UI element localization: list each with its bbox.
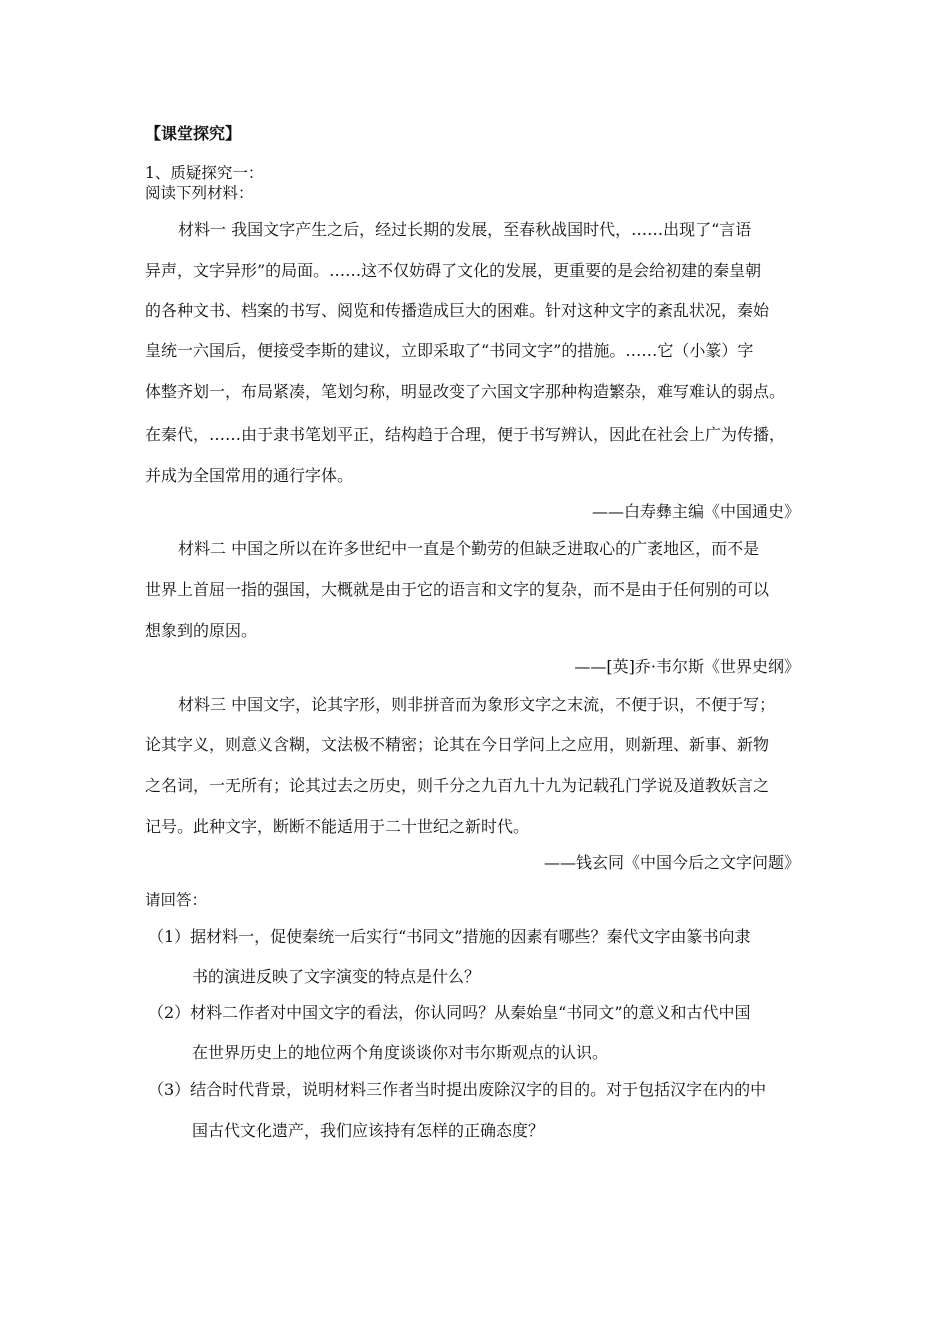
material-one-source: ——白寿彝主编《中国通史》 <box>591 502 800 521</box>
material-three-line: 之名词，一无所有；论其过去之历史，则千分之九百九十九为记载孔门学说及道教妖言之 <box>145 776 770 795</box>
material-two-source: ——[英]乔·韦尔斯《世界史纲》 <box>574 657 800 676</box>
material-one-line: 皇统一六国后，便接受李斯的建议，立即采取了“书同文字”的措施。……它（小篆）字 <box>145 341 754 360</box>
material-three-source: ——钱玄同《中国今后之文字问题》 <box>543 853 800 872</box>
question-one-line2: 书的演进反映了文字演变的特点是什么？ <box>192 967 481 986</box>
question-three-line1: （3）结合时代背景，说明材料三作者当时提出废除汉字的目的。对于包括汉字在内的中 <box>148 1080 767 1099</box>
material-one-line: 并成为全国常用的通行字体。 <box>145 466 354 485</box>
question-three-line2: 国古代文化遗产，我们应该持有怎样的正确态度？ <box>192 1121 545 1140</box>
material-two-line: 想象到的原因。 <box>145 621 258 640</box>
answer-prompt: 请回答： <box>145 891 208 909</box>
question-two-line2: 在世界历史上的地位两个角度谈谈你对韦尔斯观点的认识。 <box>192 1043 609 1062</box>
material-three-line: 论其字义，则意义含糊，文法极不精密；论其在今日学问上之应用，则新理、新事、新物 <box>145 735 770 754</box>
material-one-line: 体整齐划一，布局紧凑，笔划匀称，明显改变了六国文字那种构造繁杂，难写难认的弱点。 <box>145 382 786 401</box>
material-one-line: 的各种文书、档案的书写、阅览和传播造成巨大的困难。针对这种文字的紊乱状况，秦始 <box>145 301 770 320</box>
section-title: 【课堂探究】 <box>145 124 242 143</box>
material-one-line: 在秦代，……由于隶书笔划平正，结构趋于合理，便于书写辨认，因此在社会上广为传播， <box>145 425 786 444</box>
question-one-line1: （1）据材料一，促使秦统一后实行“书同文”措施的因素有哪些？秦代文字由篆书向隶 <box>148 927 751 946</box>
subsection-heading: 1、质疑探究一： <box>145 164 264 182</box>
material-three-line: 材料三 中国文字，论其字形，则非拼音而为象形文字之末流，不便于识，不便于写； <box>178 695 776 714</box>
material-one-line: 材料一 我国文字产生之后，经过长期的发展，至春秋战国时代，……出现了“言语 <box>178 220 752 239</box>
question-two-line1: （2）材料二作者对中国文字的看法，你认同吗？从秦始皇“书同文”的意义和古代中国 <box>148 1003 751 1022</box>
material-one-line: 异声，文字异形”的局面。……这不仅妨碍了文化的发展，更重要的是会给初建的秦皇朝 <box>145 261 762 280</box>
instruction-text: 阅读下列材料： <box>145 184 254 202</box>
material-three-line: 记号。此种文字，断断不能适用于二十世纪之新时代。 <box>145 817 530 836</box>
material-two-line: 世界上首屈一指的强国，大概就是由于它的语言和文字的复杂，而不是由于任何别的可以 <box>145 580 770 599</box>
material-two-line: 材料二 中国之所以在许多世纪中一直是个勤劳的但缺乏进取心的广袤地区，而不是 <box>178 539 760 558</box>
